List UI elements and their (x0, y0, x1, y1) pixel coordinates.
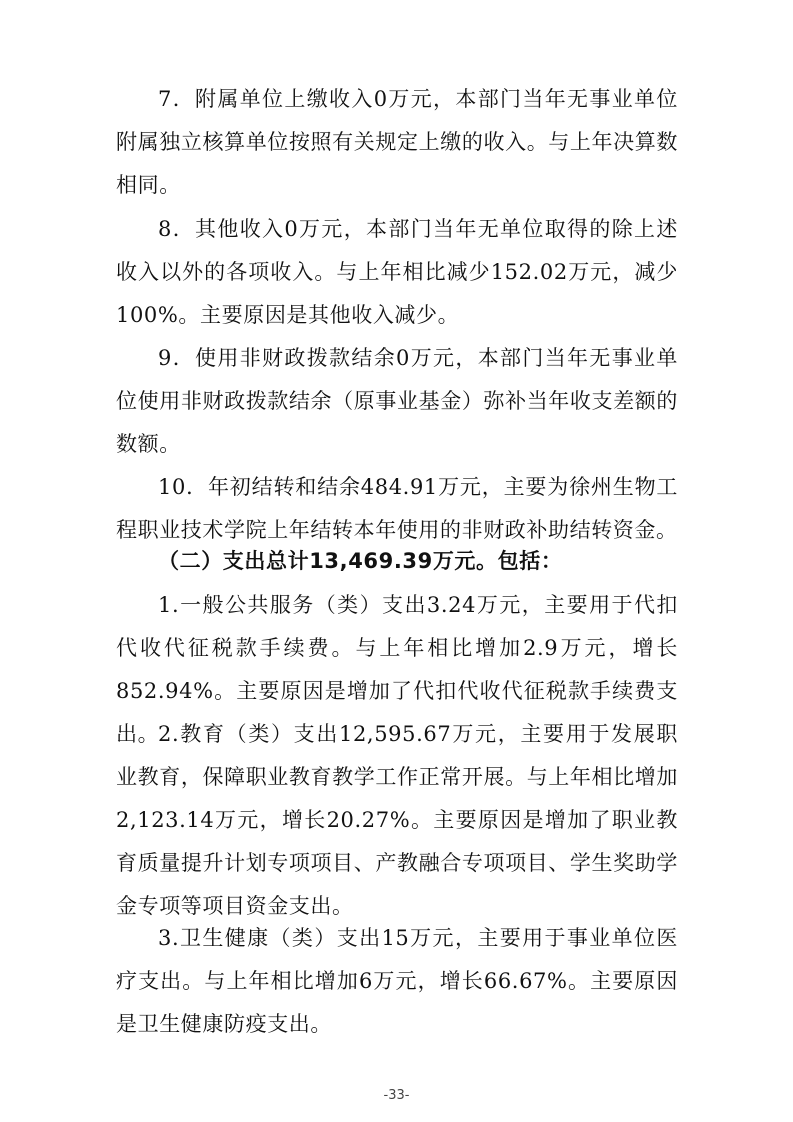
paragraph-other-income: 8．其他收入0万元，本部门当年无单位取得的除上述收入以外的各项收入。与上年相比减少152.02万元，减少100%。主要原因是其他收入减少。 (116, 217, 678, 327)
paragraph-carryover-balance: 10．年初结转和结余484.91万元，主要为徐州生物工程职业技术学院上年结转本年使用的非财政补助结转资金。 (116, 475, 678, 542)
paragraph-general-public-services: 1.一般公共服务（类）支出3.24万元，主要用于代扣代收代征税款手续费。与上年相比增加2.9万元，增长852.94%。主要原因是增加了代扣代收代征税款手续费支出。 (116, 593, 678, 746)
paragraph-non-fiscal-balance: 9．使用非财政拨款结余0万元，本部门当年无事业单位使用非财政拨款结余（原事业基金）弥补当年收支差额的数额。 (116, 346, 678, 456)
page-number: -33- (383, 1088, 410, 1103)
paragraph-affiliated-unit-income: 7．附属单位上缴收入0万元，本部门当年无事业单位附属独立核算单位按照有关规定上缴的收入。与上年决算数相同。 (116, 87, 678, 197)
section-heading-expenditure-total: （二）支出总计13,469.39万元。包括： (158, 549, 563, 573)
paragraph-health-expenditure: 3.卫生健康（类）支出15万元，主要用于事业单位医疗支出。与上年相比增加6万元，增长66.67%。主要原因是卫生健康防疫支出。 (116, 926, 678, 1036)
paragraph-education-expenditure: 2.教育（类）支出12,595.67万元，主要用于发展职业教育，保障职业教育教学工作正常开展。与上年相比增加2,123.14万元，增长20.27%。主要原因是增加了职业教育质量提升计划专项项目、产教融合专项项目、学生奖助学金专项等项目资金支出。 (116, 722, 678, 918)
